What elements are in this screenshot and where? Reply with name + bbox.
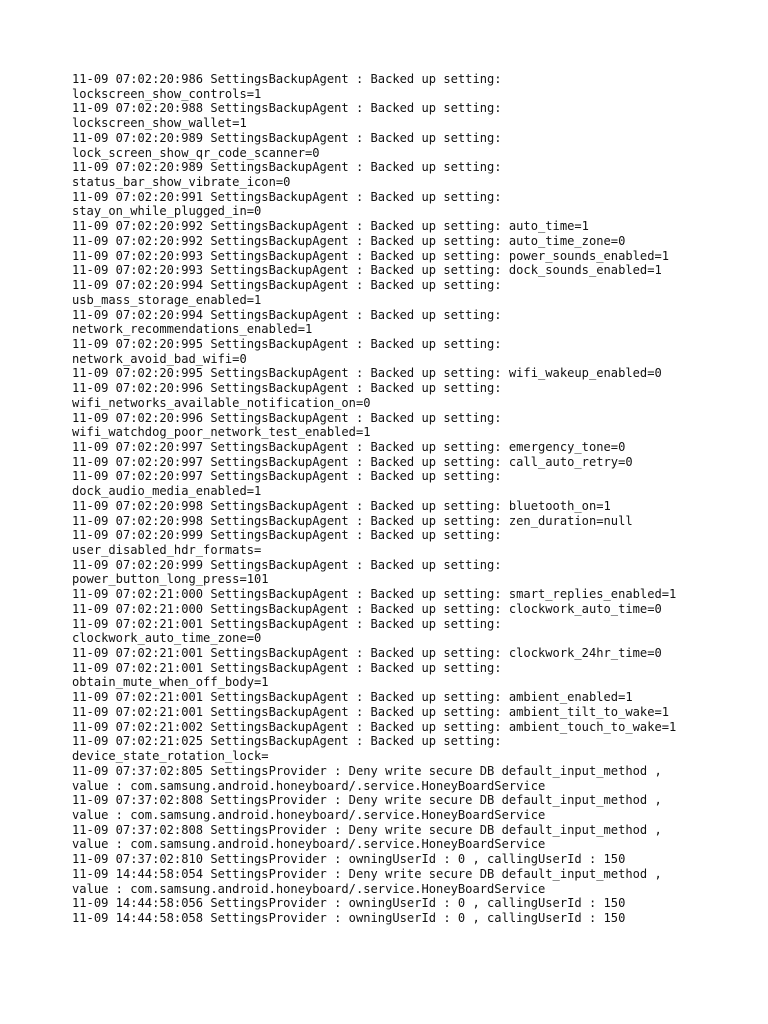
log-line: lock_screen_show_qr_code_scanner=0: [72, 145, 320, 160]
log-line: 11-09 07:37:02:808 SettingsProvider : Deny write secure DB default_input_method ,: [72, 822, 662, 837]
log-line: 11-09 07:02:20:999 SettingsBackupAgent : Backed up setting:: [72, 557, 502, 572]
log-line: 11-09 07:02:20:997 SettingsBackupAgent : Backed up setting: emergency_tone=0: [72, 439, 626, 454]
log-line: 11-09 07:02:20:994 SettingsBackupAgent : Backed up setting:: [72, 278, 502, 293]
log-line: 11-09 07:02:20:993 SettingsBackupAgent : Backed up setting: power_sounds_enabled=1: [72, 248, 670, 263]
log-line: 11-09 07:02:21:001 SettingsBackupAgent : Backed up setting:: [72, 616, 502, 631]
log-line: power_button_long_press=101: [72, 572, 269, 587]
log-line: 11-09 07:02:20:992 SettingsBackupAgent : Backed up setting: auto_time=1: [72, 219, 589, 234]
log-line: value : com.samsung.android.honeyboard/.service.HoneyBoardService: [72, 837, 546, 852]
log-line: usb_mass_storage_enabled=1: [72, 292, 262, 307]
log-line: lockscreen_show_wallet=1: [72, 116, 247, 131]
log-line: 11-09 07:02:20:989 SettingsBackupAgent : Backed up setting:: [72, 160, 502, 175]
log-line: 11-09 07:37:02:805 SettingsProvider : Deny write secure DB default_input_method ,: [72, 763, 662, 778]
log-line: 11-09 07:37:02:808 SettingsProvider : Deny write secure DB default_input_method ,: [72, 793, 662, 808]
log-line: 11-09 14:44:58:056 SettingsProvider : owningUserId : 0 , callingUserId : 150: [72, 896, 626, 911]
log-line: 11-09 07:02:21:001 SettingsBackupAgent : Backed up setting: clockwork_24hr_time=0: [72, 646, 662, 661]
log-line: 11-09 07:02:21:002 SettingsBackupAgent : Backed up setting: ambient_touch_to_wake=1: [72, 719, 677, 734]
log-line: 11-09 07:37:02:810 SettingsProvider : owningUserId : 0 , callingUserId : 150: [72, 852, 626, 867]
log-line: 11-09 07:02:21:025 SettingsBackupAgent : Backed up setting:: [72, 734, 502, 749]
log-text-block: [72, 72, 732, 926]
log-line: dock_audio_media_enabled=1: [72, 484, 262, 499]
log-line: 11-09 07:02:20:999 SettingsBackupAgent : Backed up setting:: [72, 528, 502, 543]
log-line: 11-09 07:02:20:986 SettingsBackupAgent : Backed up setting:: [72, 72, 502, 86]
log-line: 11-09 07:02:20:991 SettingsBackupAgent : Backed up setting:: [72, 189, 502, 204]
log-line: 11-09 07:02:21:001 SettingsBackupAgent : Backed up setting:: [72, 660, 502, 675]
log-line: 11-09 07:02:21:001 SettingsBackupAgent : Backed up setting: ambient_enabled=1: [72, 690, 633, 705]
log-line: stay_on_while_plugged_in=0: [72, 204, 262, 219]
log-line: 11-09 07:02:21:000 SettingsBackupAgent : Backed up setting: clockwork_auto_time=0: [72, 601, 662, 616]
log-line: 11-09 07:02:21:000 SettingsBackupAgent : Backed up setting: smart_replies_enabled=1: [72, 587, 677, 602]
log-line: 11-09 07:02:20:996 SettingsBackupAgent : Backed up setting:: [72, 381, 502, 396]
log-line: 11-09 14:44:58:058 SettingsProvider : owningUserId : 0 , callingUserId : 150: [72, 910, 626, 925]
log-line: 11-09 07:02:20:992 SettingsBackupAgent : Backed up setting: auto_time_zone=0: [72, 233, 626, 248]
log-line: value : com.samsung.android.honeyboard/.service.HoneyBoardService: [72, 778, 546, 793]
log-line: wifi_networks_available_notification_on=0: [72, 395, 371, 410]
log-line: clockwork_auto_time_zone=0: [72, 631, 262, 646]
log-line: user_disabled_hdr_formats=: [72, 543, 262, 557]
log-line: status_bar_show_vibrate_icon=0: [72, 175, 291, 190]
log-line: value : com.samsung.android.honeyboard/.service.HoneyBoardService: [72, 881, 546, 896]
log-line: 11-09 07:02:20:995 SettingsBackupAgent : Backed up setting: wifi_wakeup_enabled=0: [72, 366, 662, 381]
log-line: obtain_mute_when_off_body=1: [72, 675, 269, 690]
log-line: 11-09 07:02:20:993 SettingsBackupAgent : Backed up setting: dock_sounds_enabled=1: [72, 263, 662, 278]
log-line: 11-09 07:02:20:996 SettingsBackupAgent : Backed up setting:: [72, 410, 502, 425]
log-line: 11-09 07:02:20:997 SettingsBackupAgent : Backed up setting: call_auto_retry=0: [72, 454, 633, 469]
log-line: 11-09 07:02:20:997 SettingsBackupAgent : Backed up setting:: [72, 469, 502, 484]
log-line: lockscreen_show_controls=1: [72, 86, 262, 101]
log-line: 11-09 07:02:20:988 SettingsBackupAgent : Backed up setting:: [72, 101, 502, 116]
log-line: 11-09 07:02:21:001 SettingsBackupAgent : Backed up setting: ambient_tilt_to_wake=1: [72, 704, 670, 719]
log-line: 11-09 07:02:20:989 SettingsBackupAgent : Backed up setting:: [72, 130, 502, 145]
log-line: wifi_watchdog_poor_network_test_enabled=1: [72, 425, 371, 440]
log-line: device_state_rotation_lock=: [72, 749, 269, 764]
log-line: value : com.samsung.android.honeyboard/.service.HoneyBoardService: [72, 807, 546, 822]
log-line: 11-09 07:02:20:998 SettingsBackupAgent : Backed up setting: bluetooth_on=1: [72, 498, 611, 513]
log-line: 11-09 14:44:58:054 SettingsProvider : Deny write secure DB default_input_method ,: [72, 866, 662, 881]
log-line: network_avoid_bad_wifi=0: [72, 351, 247, 366]
log-line: network_recommendations_enabled=1: [72, 322, 313, 337]
log-line: 11-09 07:02:20:994 SettingsBackupAgent : Backed up setting:: [72, 307, 502, 322]
log-line: 11-09 07:02:20:998 SettingsBackupAgent : Backed up setting: zen_duration=null: [72, 513, 633, 528]
log-line: 11-09 07:02:20:995 SettingsBackupAgent : Backed up setting:: [72, 336, 502, 351]
